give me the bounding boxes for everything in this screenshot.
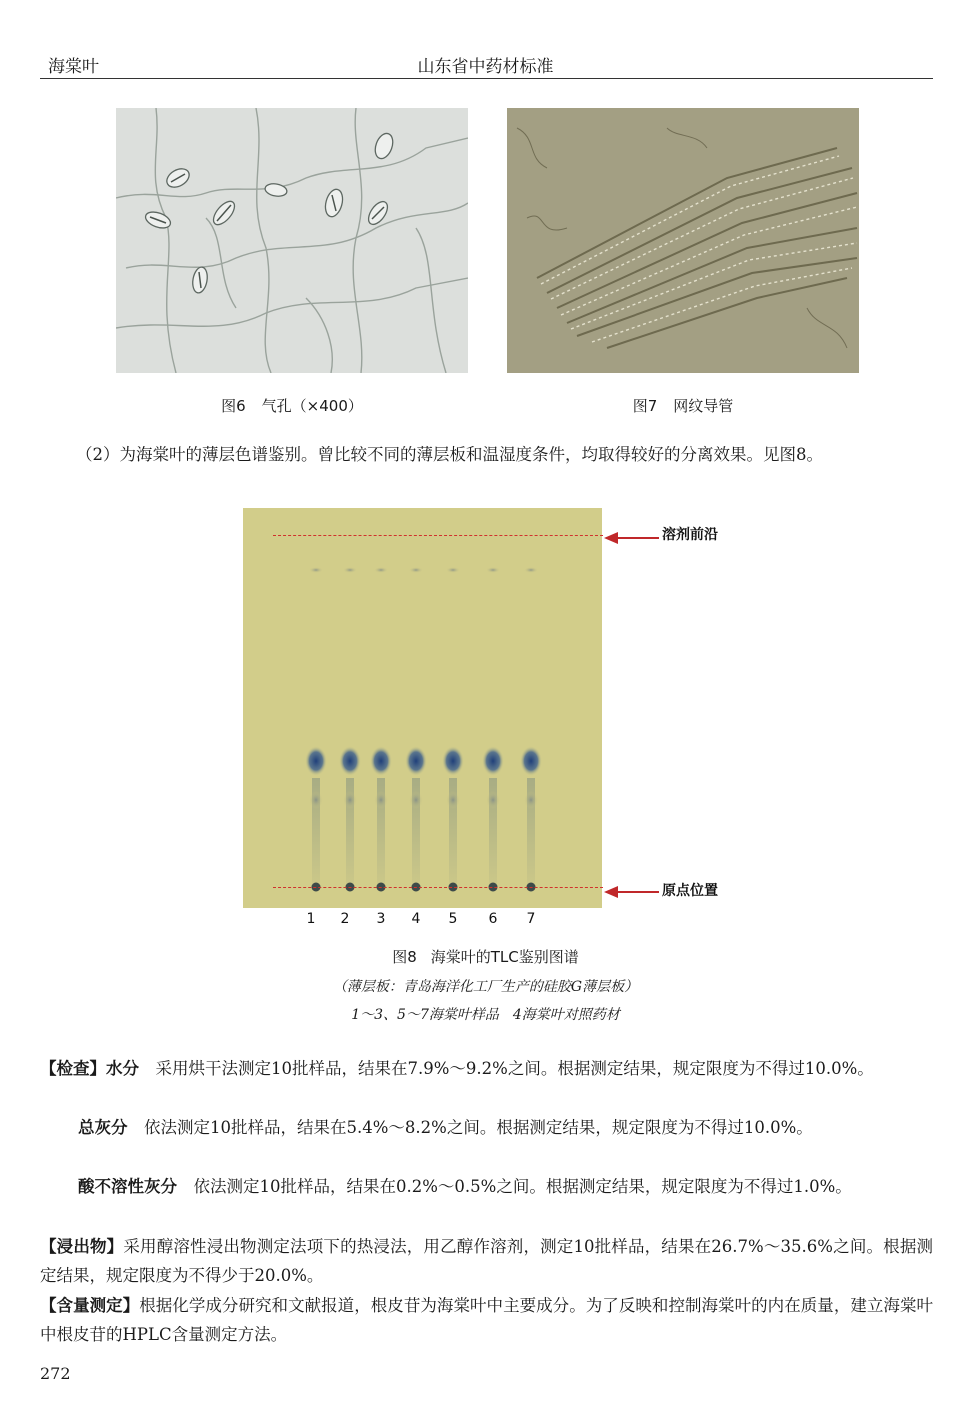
tlc-plate-drawing bbox=[243, 508, 602, 908]
lane-number: 2 bbox=[340, 911, 350, 927]
tlc-minor-spot bbox=[524, 791, 538, 809]
header-rule bbox=[40, 78, 933, 79]
solvent-front-label: 溶剂前沿 bbox=[662, 527, 718, 543]
section-extractives bbox=[40, 1232, 933, 1290]
lane-number: 7 bbox=[526, 911, 536, 927]
figure-6-caption bbox=[116, 395, 468, 416]
section-total-ash bbox=[40, 1113, 933, 1142]
tlc-main-spot bbox=[370, 746, 392, 776]
reticulate-vessel-micrograph bbox=[507, 108, 859, 373]
tlc-upper-spot bbox=[309, 567, 323, 573]
section-acid-insoluble-ash bbox=[40, 1172, 933, 1201]
section-label: 【检查】水分 bbox=[40, 1059, 139, 1078]
figure-8-plate-note: （薄层板：青岛海洋化工厂生产的硅胶G薄层板） bbox=[332, 979, 639, 995]
page-number: 272 bbox=[40, 1364, 71, 1383]
figure-6-title: 气孔（×400） bbox=[261, 397, 363, 415]
lane-number: 1 bbox=[306, 911, 316, 927]
section-text: 采用烘干法测定10批样品，结果在7.9%～9.2%之间。根据测定结果，规定限度为不得过10.0%。 bbox=[139, 1059, 874, 1078]
lane-number: 6 bbox=[488, 911, 498, 927]
section-text: 采用醇溶性浸出物测定法项下的热浸法，用乙醇作溶剂，测定10批样品，结果在26.7%～35.6%之间。根据测定结果，规定限度为不得少于20.0%。 bbox=[40, 1237, 933, 1285]
section-label: 【浸出物】 bbox=[40, 1237, 124, 1256]
tlc-main-spot bbox=[442, 746, 464, 776]
stomata-micrograph bbox=[116, 108, 468, 373]
reticulate-vessel-micrograph-drawing bbox=[507, 108, 859, 373]
section-label: 酸不溶性灰分 bbox=[78, 1177, 177, 1196]
figure-7-caption bbox=[507, 395, 859, 416]
tlc-main-spot bbox=[339, 746, 361, 776]
tlc-intro-paragraph: （2）为海棠叶的薄层色谱鉴别。曾比较不同的薄层板和温湿度条件，均取得较好的分离效果。见图8。 bbox=[76, 445, 823, 464]
tlc-main-spot bbox=[520, 746, 542, 776]
stomata-micrograph-drawing bbox=[116, 108, 468, 373]
tlc-upper-spot bbox=[446, 567, 460, 573]
tlc-upper-spot bbox=[524, 567, 538, 573]
section-text: 根据化学成分研究和文献报道，根皮苷为海棠叶中主要成分。为了反映和控制海棠叶的内在质量，建立海棠叶中根皮苷的HPLC含量测定方法。 bbox=[40, 1296, 934, 1344]
tlc-upper-spot bbox=[374, 567, 388, 573]
figure-8-number: 图8 bbox=[392, 948, 417, 966]
running-header-left: 海棠叶 bbox=[48, 57, 99, 77]
tlc-minor-spot bbox=[409, 791, 423, 809]
origin-line bbox=[273, 887, 603, 888]
solvent-front-line bbox=[273, 535, 603, 536]
solvent-front-arrow-icon bbox=[604, 529, 659, 548]
lane-number: 3 bbox=[376, 911, 386, 927]
section-label: 【含量测定】 bbox=[40, 1296, 140, 1315]
lane-number: 4 bbox=[411, 911, 421, 927]
tlc-minor-spot bbox=[309, 791, 323, 809]
tlc-upper-spot bbox=[486, 567, 500, 573]
tlc-main-spot bbox=[405, 746, 427, 776]
tlc-plate-image bbox=[243, 508, 602, 908]
section-check-moisture bbox=[40, 1054, 933, 1083]
figure-8-title: 海棠叶的TLC鉴别图谱 bbox=[430, 948, 579, 966]
tlc-minor-spot bbox=[446, 791, 460, 809]
tlc-main-spot bbox=[482, 746, 504, 776]
tlc-minor-spot bbox=[343, 791, 357, 809]
tlc-minor-spot bbox=[374, 791, 388, 809]
origin-label: 原点位置 bbox=[662, 883, 718, 899]
section-assay bbox=[40, 1291, 933, 1349]
section-text: 依法测定10批样品，结果在5.4%～8.2%之间。根据测定结果，规定限度为不得过10.0%。 bbox=[127, 1118, 813, 1137]
origin-arrow-icon bbox=[604, 883, 659, 902]
running-header-title: 山东省中药材标准 bbox=[417, 57, 554, 77]
tlc-upper-spot bbox=[409, 567, 423, 573]
section-text: 依法测定10批样品，结果在0.2%～0.5%之间。根据测定结果，规定限度为不得过1.0%。 bbox=[177, 1177, 852, 1196]
figure-8-caption bbox=[0, 946, 971, 967]
lane-number: 5 bbox=[448, 911, 458, 927]
arrow-left-icon bbox=[604, 886, 659, 898]
tlc-minor-spot bbox=[486, 791, 500, 809]
section-label: 总灰分 bbox=[78, 1118, 128, 1137]
arrow-left-icon bbox=[604, 532, 659, 544]
tlc-main-spot bbox=[305, 746, 327, 776]
tlc-upper-spot bbox=[343, 567, 357, 573]
figure-6-number: 图6 bbox=[221, 397, 246, 415]
figure-7-number: 图7 bbox=[632, 397, 658, 415]
figure-8-lane-legend: 1～3、5～7海棠叶样品 4海棠叶对照药材 bbox=[351, 1007, 620, 1023]
figure-7-title: 网纹导管 bbox=[673, 397, 734, 415]
